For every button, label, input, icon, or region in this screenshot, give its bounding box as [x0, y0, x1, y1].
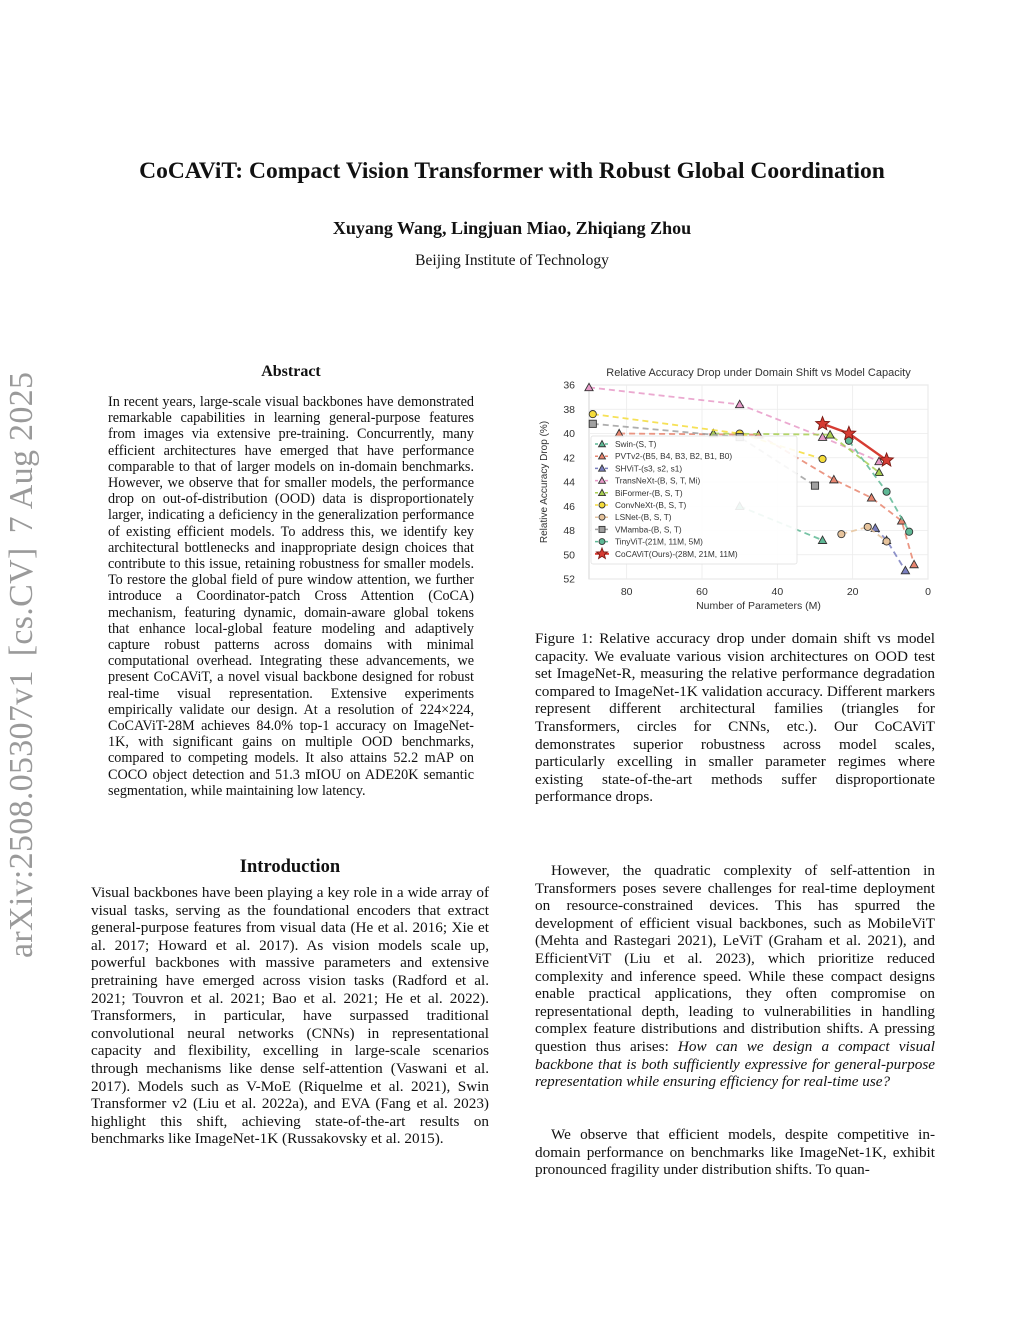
right-column-paragraph-1: [535, 862, 935, 1091]
right-column-paragraph-2: We observe that efficient models, despite competitive in-domain performance on benchmarks like ImageNet-1K, exhibit pronounced fragility under distribution shifts. To quan-: [535, 1126, 935, 1179]
arxiv-date: 7 Aug 2025: [3, 371, 40, 534]
x-tick-label: 80: [620, 586, 633, 598]
legend-label: TransNeXt-(B, S, T, Mi): [615, 475, 701, 486]
y-tick-label: 40: [563, 428, 575, 440]
series-point-7: [589, 420, 596, 427]
y-tick-label: 50: [563, 549, 575, 562]
x-axis-label: Number of Parameters (M): [696, 600, 821, 612]
legend-label: Swin-(S, T): [615, 439, 657, 449]
arxiv-stamp: [3, 373, 41, 958]
x-tick-label: 20: [846, 586, 859, 598]
y-tick-label: 38: [563, 403, 575, 416]
introduction-heading: Introduction: [239, 857, 341, 877]
legend-marker: [599, 514, 605, 520]
series-point-8: [883, 488, 890, 495]
x-tick-label: 0: [925, 586, 931, 598]
y-tick-label: 52: [563, 573, 575, 586]
legend-label: SHViT-(s3, s2, s1): [615, 463, 683, 474]
y-tick-label: 36: [563, 379, 575, 392]
legend-label: BiFormer-(B, S, T): [615, 487, 683, 498]
paper-title: CoCAViT: Compact Vision Transformer with Robust Global Coordination: [139, 158, 885, 184]
y-tick-label: 46: [563, 500, 575, 513]
legend-label: ConvNeXt-(B, S, T): [615, 500, 687, 510]
legend-label: CoCAViT(Ours)-(28M, 21M, 11M): [615, 548, 738, 559]
abstract-heading: Abstract: [261, 363, 321, 380]
y-tick-label: 48: [563, 525, 575, 537]
legend-label: PVTv2-(B5, B4, B3, B2, B1, B0): [615, 451, 733, 462]
arxiv-id: arXiv:2508.05307v1: [3, 670, 40, 958]
paper-authors: Xuyang Wang, Lingjuan Miao, Zhiqiang Zhou: [332, 218, 692, 238]
legend-label: VMamba-(B, S, T): [615, 524, 682, 535]
figure-caption: Figure 1: Relative accuracy drop under domain shift vs model capacity. We evaluate various vision architectures on OOD test set ImageNet-R, measuring the relative performance degradation compared to ImageNet-1K validation accuracy. Different markers represent different architectural families (triangles for Transformers, circles for CNNs, etc.). Our CoCAViT demonstrates superior robustness across model scales, particularly excelling in smaller parameter regimes where existing state-of-the-art methods suffer disproportionate performance drops.: [535, 630, 935, 806]
paper-affiliation: Beijing Institute of Technology: [415, 252, 609, 269]
y-tick-label: 44: [563, 476, 575, 489]
right-p1-text: However, the quadratic complexity of self-attention in Transformers poses severe challenges for real-time deployment on resource-constrained devices. This has spurred the development of efficient visual backbones, such as MobileViT (Mehta and Rastegari 2021), LeViT (Graham et al. 2021), and EfficientViT (Liu et al. 2023), which prioritize reduced complexity and inference speed. While these compact designs enable practical applications, they often compromise on representational depth, leading to vulnerabilities in handling complex feature distributions and distribution shifts. A pressing question thus arises:: [535, 862, 935, 1055]
chart-title: Relative Accuracy Drop under Domain Shift vs Model Capacity: [606, 367, 911, 379]
y-axis-label: Relative Accuracy Drop (%): [539, 420, 550, 544]
legend-marker: [599, 526, 605, 532]
legend-label: LSNet-(B, S, T): [615, 512, 672, 523]
legend-marker: [599, 539, 605, 545]
x-tick-label: 40: [771, 586, 784, 598]
right-p1-italic-question: How can we design a compact visual backbone that is both sufficiently expressive for general-purpose representation while ensuring efficiency for real-time use?: [535, 1037, 935, 1091]
arxiv-category: [cs.CV]: [3, 547, 40, 657]
figure-1-chart: [535, 362, 935, 617]
legend-marker: [599, 502, 605, 508]
x-tick-label: 60: [696, 586, 708, 598]
y-tick-label: 42: [563, 452, 575, 465]
series-point-6: [838, 531, 845, 538]
introduction-text: Visual backbones have been playing a key role in a wide array of visual tasks, serving as the foundational encoders that extract general-purpose features from visual data (He et al. 2016; Xie et al. 2017; Howard et al. 2017). As vision models scale up, powerful backbones with massive parameters and extensive pretraining have emerged across vision tasks (Radford et al. 2021; Touvron et al. 2021; Bao et al. 2021; He et al. 2022). Transformers, in particular, have surpassed traditional convolutional neural networks (CNNs) in representational capacity and flexibility, excelling in large-scale scenarios through mechanisms like dense self-attention (Vaswani et al. 2017). Models such as V-MoE (Riquelme et al. 2021), Swin Transformer v2 (Liu et al. 2022a), and EVA (Fang et al. 2023) highlight this shift, achieving state-of-the-art results on benchmarks like ImageNet-1K (Russakovsky et al. 2015).: [91, 884, 489, 1148]
series-point-6: [864, 523, 871, 530]
series-point-5: [819, 455, 826, 462]
series-point-5: [589, 411, 596, 418]
series-point-6: [883, 538, 890, 545]
legend-label: TinyViT-(21M, 11M, 5M): [615, 536, 703, 547]
series-point-8: [906, 528, 913, 535]
series-point-7: [811, 482, 818, 489]
abstract-text: In recent years, large-scale visual backbones have demonstrated remarkable capabilities in learning general-purpose features from images via extensive pre-training. Concurrently, many efficient architectures have emerged that have performance comparable to that of larger models on in-domain benchmarks. However, we observe that for smaller models, the performance drop on out-of-distribution (OOD) data is disproportionately larger, indicating a deficiency in the generalization performance of existing efficient models. To address this, we identify key architectural bottlenecks and inappropriate design choices that contribute to this issue, retaining robustness for smaller models. To restore the global field of pure window attention, we further introduce a Coordinator-patch Cross Attention (CoCA) mechanism, featuring dynamic, domain-aware global tokens that enhance local-global feature modeling and adaptively capture robust patterns across domains with minimal computational overhead. Integrating these advancements, we present CoCAViT, a novel visual backbone designed for robust real-time visual representation. Extensive experiments empirically validate our design. At a resolution of 224×224, CoCAViT-28M achieves 84.0% top-1 accuracy on ImageNet-1K, with significant gains on multiple OOD benchmarks, compared to competing models. It also attains 52.2 mAP on COCO object detection and 51.3 mIOU on ADE20K semantic segmentation, while maintaining low latency.: [108, 394, 474, 799]
